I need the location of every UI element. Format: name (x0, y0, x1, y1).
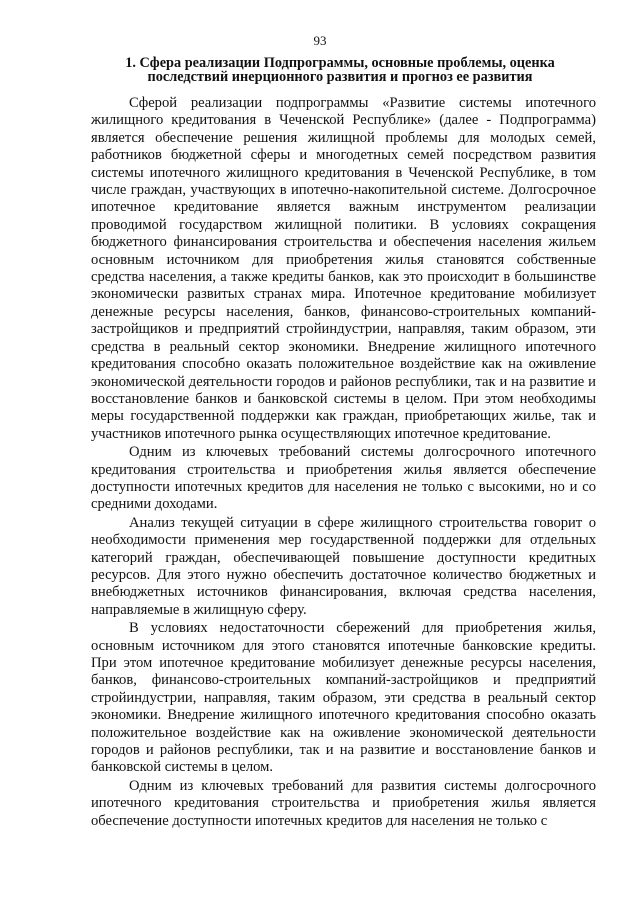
paragraph: Анализ текущей ситуации в сфере жилищного строительства говорит о необходимости применения мер государственной поддержки для отдельных категорий граждан, обеспечивающей повышение доступности кредитных ресурсов. Для этого нужно обеспечить достаточное количество бюджетных и внебюджетных источников финансирования, включая средства населения, направляемые в жилищную сферу. (91, 514, 596, 618)
body-text (91, 95, 596, 831)
paragraph: В условиях недостаточности сбережений для приобретения жилья, основным источником для этого становятся ипотечные банковские кредиты. При этом ипотечное кредитование мобилизует денежные ресурсы населения, банков, финансово-строительных компаний-застройщиков и предприятий стройиндустрии, направляя, таким образом, эти средства в реальный сектор экономики. Внедрение жилищного ипотечного кредитования способно оказать положительное воздействие как на оживление экономической деятельности городов и районов республики, так и на развитие и восстановление банков и банковской системы в целом. (91, 620, 596, 776)
paragraph: Одним из ключевых требований для развития системы долгосрочного ипотечного кредитования строительства и приобретения жилья является обеспечение доступности ипотечных кредитов для населения не только с (91, 777, 596, 829)
paragraph: Сферой реализации подпрограммы «Развитие системы ипотечного жилищного кредитования в Чеченской Республике» (далее - Подпрограмма) является обеспечение решения жилищной проблемы для молодых семей, работников бюджетной сферы и многодетных семей посредством развития системы ипотечного жилищного кредитования в Чеченской Республике, в том числе граждан, участвующих в ипотечно-накопительной системе. Долгосрочное ипотечное кредитование является важным инструментом реализации проводимой государством жилищной политики. В условиях сокращения бюджетного финансирования строительства и обеспечения населения жильем основным источником для приобретения жилья становятся собственные средства населения, а также кредиты банков, как это происходит в большинстве экономически развитых странах мира. Ипотечное кредитование мобилизует денежные ресурсы населения, банков, финансово-строительных компаний-застройщиков и предприятий стройиндустрии, направляя, таким образом, эти средства в реальный сектор экономики. Внедрение жилищного ипотечного кредитования способно оказать положительное воздействие как на оживление экономической деятельности городов и районов республики, так и на развитие и восстановление банков и банковской системы в целом. При этом необходимы меры государственной поддержки как граждан, приобретающих жилье, так и участников ипотечного рынка осуществляющих ипотечное кредитование. (91, 95, 596, 442)
paragraph: Одним из ключевых требований системы долгосрочного ипотечного кредитования строительства и приобретения жилья является обеспечение доступности ипотечных кредитов для населения не только с высокими, но и со средними доходами. (91, 444, 596, 513)
section-heading: 1. Сфера реализации Подпрограммы, основные проблемы, оценка последствий инерционного развития и прогноз ее развития (125, 55, 555, 85)
page-number: 93 (313, 33, 327, 48)
